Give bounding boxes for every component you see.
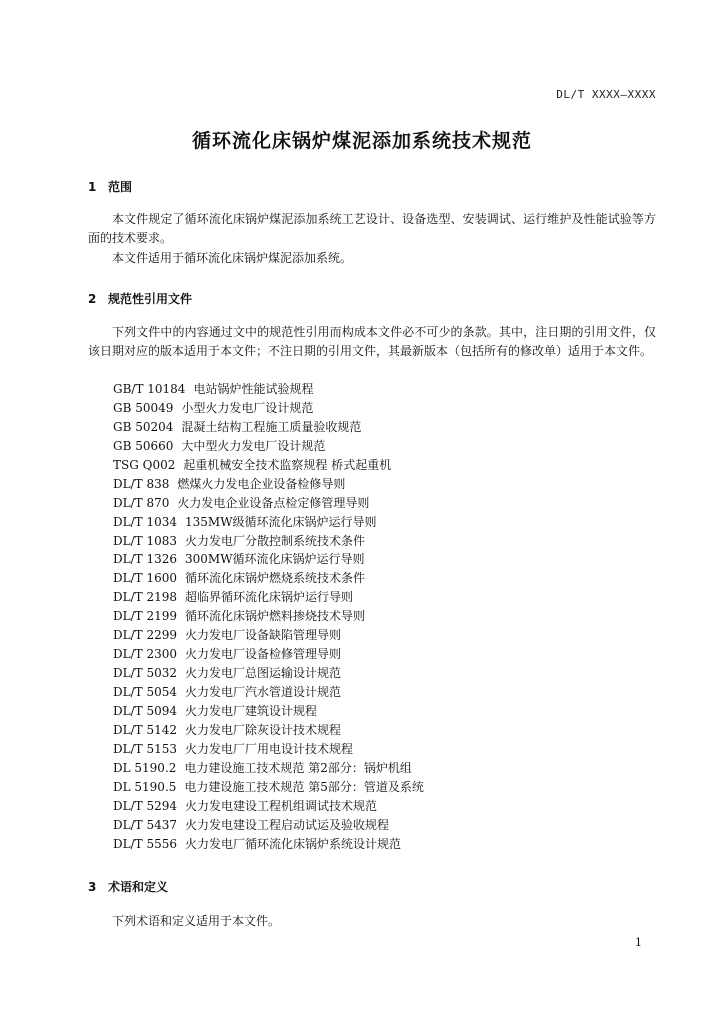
section-title: 规范性引用文件 — [108, 292, 193, 306]
reference-item — [113, 550, 424, 569]
reference-title: 火力发电厂厂用电设计技术规程 — [185, 741, 354, 756]
reference-title: 火力发电厂汽水管道设计规范 — [185, 685, 342, 699]
reference-item — [113, 513, 424, 532]
reference-item — [113, 475, 424, 494]
scope-paragraph-2: 本文件适用于循环流化床锅炉煤泥添加系统。 — [112, 251, 353, 265]
reference-item — [113, 797, 424, 816]
reference-title: 火力发电建设工程启动试运及验收规程 — [185, 817, 390, 832]
reference-title: 135MW级循环流化床锅炉运行导则 — [185, 514, 377, 529]
reference-code: DL 5190.5 — [113, 779, 177, 794]
reference-item — [113, 532, 424, 551]
reference-item — [113, 399, 424, 418]
section-heading-normative-references — [88, 290, 192, 307]
reference-title: 火力发电厂循环流化床锅炉系统设计规范 — [185, 836, 402, 851]
reference-code: DL/T 1600 — [113, 571, 177, 586]
reference-code: DL/T 838 — [113, 476, 170, 491]
page-title: 循环流化床锅炉煤泥添加系统技术规范 — [191, 130, 532, 152]
reference-title: 起重机械安全技术监察规程 桥式起重机 — [183, 457, 392, 472]
reference-title: 火力发电厂设备缺陷管理导则 — [185, 628, 342, 643]
reference-title: 超临界循环流化床锅炉运行导则 — [185, 590, 354, 605]
reference-code: DL/T 1034 — [113, 514, 177, 529]
document-code: DL/T XXXX—XXXX — [556, 88, 656, 101]
section-title: 范围 — [108, 180, 133, 194]
reference-title: 电站锅炉性能试验规程 — [193, 382, 314, 396]
reference-item — [113, 418, 424, 437]
scope-paragraph-1: 本文件规定了循环流化床锅炉煤泥添加系统工艺设计、设备选型、安装调试、运行维护及性能试验等方面的技术要求。 — [88, 212, 656, 245]
reference-item — [113, 456, 424, 475]
reference-title: 火力发电厂建筑设计规程 — [185, 703, 318, 718]
reference-code: DL/T 5556 — [113, 836, 177, 851]
reference-code: TSG Q002 — [113, 457, 176, 472]
reference-code: DL/T 5032 — [113, 666, 177, 681]
reference-title: 小型火力发电厂设计规范 — [181, 400, 314, 415]
reference-item — [113, 721, 424, 740]
reference-title: 火力发电企业设备点检定修管理导则 — [177, 495, 370, 510]
reference-item — [113, 569, 424, 588]
reference-code: DL/T 2299 — [113, 628, 177, 643]
reference-code: DL/T 5294 — [113, 798, 177, 813]
reference-item — [113, 588, 424, 607]
reference-code: DL/T 5094 — [113, 703, 177, 718]
reference-item — [113, 607, 424, 626]
reference-title: 电力建设施工技术规范 第5部分：管道及系统 — [184, 779, 424, 794]
terms-intro-paragraph: 下列术语和定义适用于本文件。 — [112, 914, 281, 928]
reference-code: DL/T 1326 — [113, 552, 177, 567]
section-title: 术语和定义 — [108, 880, 169, 894]
page-number: 1 — [635, 936, 642, 949]
reference-item — [113, 645, 424, 664]
reference-code: DL/T 5437 — [113, 817, 177, 832]
reference-list — [113, 380, 424, 853]
reference-code: DL/T 2198 — [113, 590, 177, 605]
section-heading-scope — [88, 178, 132, 195]
reference-code: DL/T 2300 — [113, 647, 177, 662]
reference-code: DL/T 5153 — [113, 741, 177, 756]
reference-title: 300MW循环流化床锅炉运行导则 — [185, 552, 365, 567]
section-number: 3 — [88, 880, 97, 894]
reference-item — [113, 626, 424, 645]
reference-title: 火力发电厂总图运输设计规范 — [185, 666, 342, 681]
reference-code: GB 50204 — [113, 419, 174, 434]
reference-title: 火力发电厂分散控制系统技术条件 — [185, 533, 366, 548]
section-heading-terms — [88, 878, 168, 895]
reference-title: 循环流化床锅炉燃料掺烧技术导则 — [185, 609, 366, 624]
reference-title: 燃煤火力发电企业设备检修导则 — [177, 476, 346, 491]
reference-title: 混凝土结构工程施工质量验收规范 — [181, 419, 362, 434]
section-number: 1 — [88, 180, 97, 194]
reference-item — [113, 759, 424, 778]
reference-code: DL/T 870 — [113, 495, 170, 510]
reference-code: DL/T 5142 — [113, 722, 177, 737]
reference-title: 循环流化床锅炉燃烧系统技术条件 — [185, 571, 366, 586]
reference-title: 电力建设施工技术规范 第2部分：锅炉机组 — [184, 760, 412, 775]
section-number: 2 — [88, 292, 97, 306]
reference-item — [113, 664, 424, 683]
reference-code: DL/T 5054 — [113, 685, 177, 699]
reference-code: GB 50660 — [113, 438, 174, 453]
reference-item — [113, 702, 424, 721]
reference-code: DL/T 2199 — [113, 609, 177, 624]
reference-item — [113, 683, 424, 702]
reference-item — [113, 437, 424, 456]
reference-item — [113, 835, 424, 854]
reference-code: GB/T 10184 — [113, 382, 186, 396]
reference-item — [113, 380, 424, 399]
reference-title: 火力发电厂除灰设计技术规程 — [185, 722, 342, 737]
reference-code: GB 50049 — [113, 400, 174, 415]
reference-item — [113, 816, 424, 835]
reference-title: 大中型火力发电厂设计规范 — [181, 438, 326, 453]
references-intro-paragraph: 下列文件中的内容通过文中的规范性引用而构成本文件必不可少的条款。其中，注日期的引用文件，仅该日期对应的版本适用于本文件；不注日期的引用文件，其最新版本（包括所有的修改单）适用于本文件。 — [88, 325, 656, 358]
reference-code: DL 5190.2 — [113, 760, 177, 775]
reference-code: DL/T 1083 — [113, 533, 177, 548]
reference-item — [113, 778, 424, 797]
reference-title: 火力发电建设工程机组调试技术规范 — [185, 798, 378, 813]
reference-item — [113, 494, 424, 513]
reference-item — [113, 740, 424, 759]
reference-title: 火力发电厂设备检修管理导则 — [185, 647, 342, 662]
